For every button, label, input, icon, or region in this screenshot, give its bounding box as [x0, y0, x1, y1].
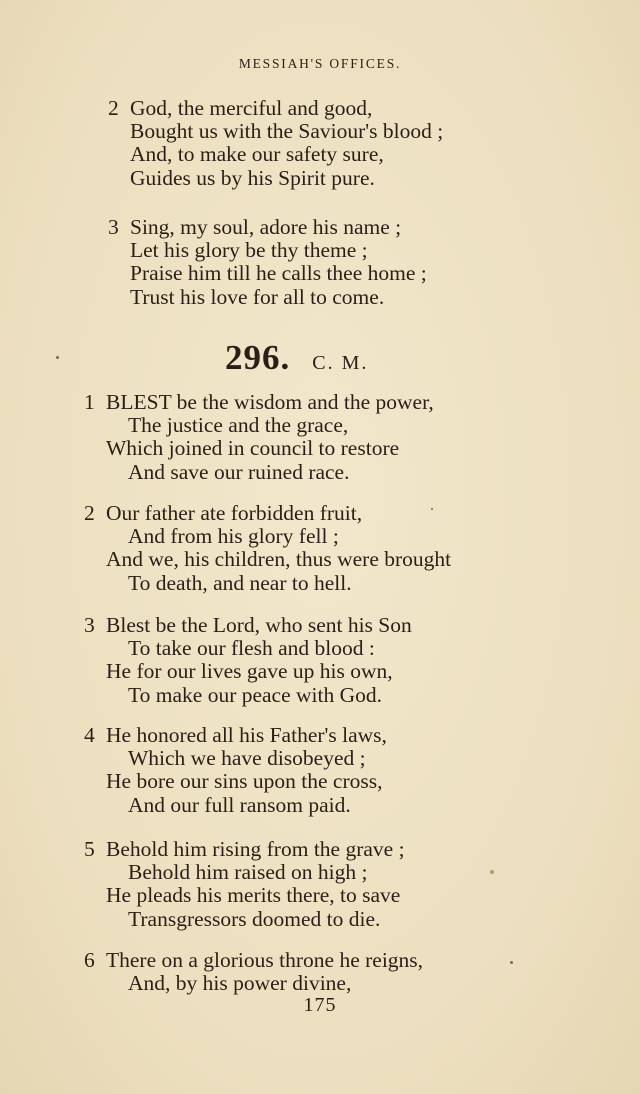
verse-line	[84, 391, 434, 414]
verse-line	[84, 660, 412, 683]
verse-line	[84, 525, 451, 548]
verse-line	[108, 167, 443, 190]
line-text: The justice and the grace,	[128, 413, 349, 438]
verse-line	[108, 286, 427, 309]
stanza-5	[84, 838, 405, 931]
verse-line	[108, 262, 427, 285]
verse-line	[84, 908, 405, 931]
verse-line	[84, 724, 387, 747]
stanza-number: 2	[84, 501, 95, 525]
line-text: Guides us by his Spirit pure.	[130, 165, 375, 190]
page-number: 175	[303, 994, 337, 1016]
line-text: To take our flesh and blood :	[128, 636, 375, 661]
verse-line	[84, 884, 405, 907]
verse-line	[84, 684, 412, 707]
line-text: Which we have disobeyed ;	[128, 746, 366, 771]
stanza-3	[84, 614, 412, 707]
line-text: Let his glory be thy theme ;	[130, 238, 368, 263]
verse-line	[84, 502, 451, 525]
stanza-1	[84, 391, 434, 484]
stanza-6	[84, 949, 423, 995]
stanza-number: 4	[84, 723, 95, 747]
line-text: BLEST be the wisdom and the power,	[106, 390, 434, 414]
verse-line	[84, 770, 387, 793]
line-text: God, the merciful and good,	[130, 96, 373, 120]
prev-stanza-3	[108, 216, 427, 309]
print-speck	[56, 356, 59, 359]
stanza-number: 3	[108, 215, 119, 239]
line-text: He pleads his merits there, to save	[106, 883, 401, 908]
line-text: Transgressors doomed to die.	[128, 906, 381, 931]
verse-line	[84, 614, 412, 637]
stanza-number: 3	[84, 613, 95, 637]
running-head: MESSIAH'S OFFICES.	[238, 56, 402, 71]
verse-line	[84, 572, 451, 595]
line-text: Which joined in council to restore	[106, 436, 400, 461]
verse-line	[84, 838, 405, 861]
verse-line	[108, 216, 427, 239]
verse-line	[84, 414, 434, 437]
line-text: And from his glory fell ;	[128, 524, 339, 549]
hymn-meter: C. M.	[312, 352, 369, 374]
line-text: Bought us with the Saviour's blood ;	[130, 119, 444, 144]
line-text: And save our ruined race.	[128, 459, 350, 484]
verse-line	[84, 949, 423, 972]
verse-line	[84, 972, 423, 995]
print-speck	[431, 508, 433, 510]
line-text: To death, and near to hell.	[128, 570, 352, 595]
line-text: He bore our sins upon the cross,	[106, 769, 383, 794]
line-text: Behold him rising from the grave ;	[106, 837, 405, 861]
verse-line	[108, 97, 443, 120]
line-text: He for our lives gave up his own,	[106, 659, 393, 684]
stanza-2	[84, 502, 451, 595]
stanza-number: 5	[84, 837, 95, 861]
prev-stanza-2	[108, 97, 443, 190]
line-text: Behold him raised on high ;	[128, 860, 368, 885]
line-text: Praise him till he calls thee home ;	[130, 261, 427, 286]
verse-line	[108, 143, 443, 166]
stanza-number: 6	[84, 948, 95, 972]
print-speck	[510, 961, 513, 964]
verse-line	[84, 637, 412, 660]
line-text: Sing, my soul, adore his name ;	[130, 215, 402, 239]
verse-line	[84, 461, 434, 484]
line-text: And our full ransom paid.	[128, 792, 351, 817]
line-text: Our father ate forbidden fruit,	[106, 501, 363, 525]
line-text: And, by his power divine,	[128, 971, 352, 996]
print-speck	[490, 870, 494, 874]
stanza-number: 1	[84, 390, 95, 414]
line-text: To make our peace with God.	[128, 682, 383, 707]
line-text: Blest be the Lord, who sent his Son	[106, 613, 412, 637]
line-text: Trust his love for all to come.	[130, 284, 385, 309]
verse-line	[84, 794, 387, 817]
verse-line	[84, 747, 387, 770]
hymn-heading	[225, 338, 368, 378]
line-text: And we, his children, thus were brought	[106, 547, 452, 572]
stanza-4	[84, 724, 387, 817]
verse-line	[84, 548, 451, 571]
line-text: There on a glorious throne he reigns,	[106, 948, 424, 972]
line-text: He honored all his Father's laws,	[106, 723, 387, 747]
line-text: And, to make our safety sure,	[130, 142, 384, 167]
hymn-number: 296.	[225, 338, 291, 377]
verse-line	[84, 861, 405, 884]
verse-line	[108, 239, 427, 262]
stanza-number: 2	[108, 96, 119, 120]
verse-line	[108, 120, 443, 143]
verse-line	[84, 437, 434, 460]
